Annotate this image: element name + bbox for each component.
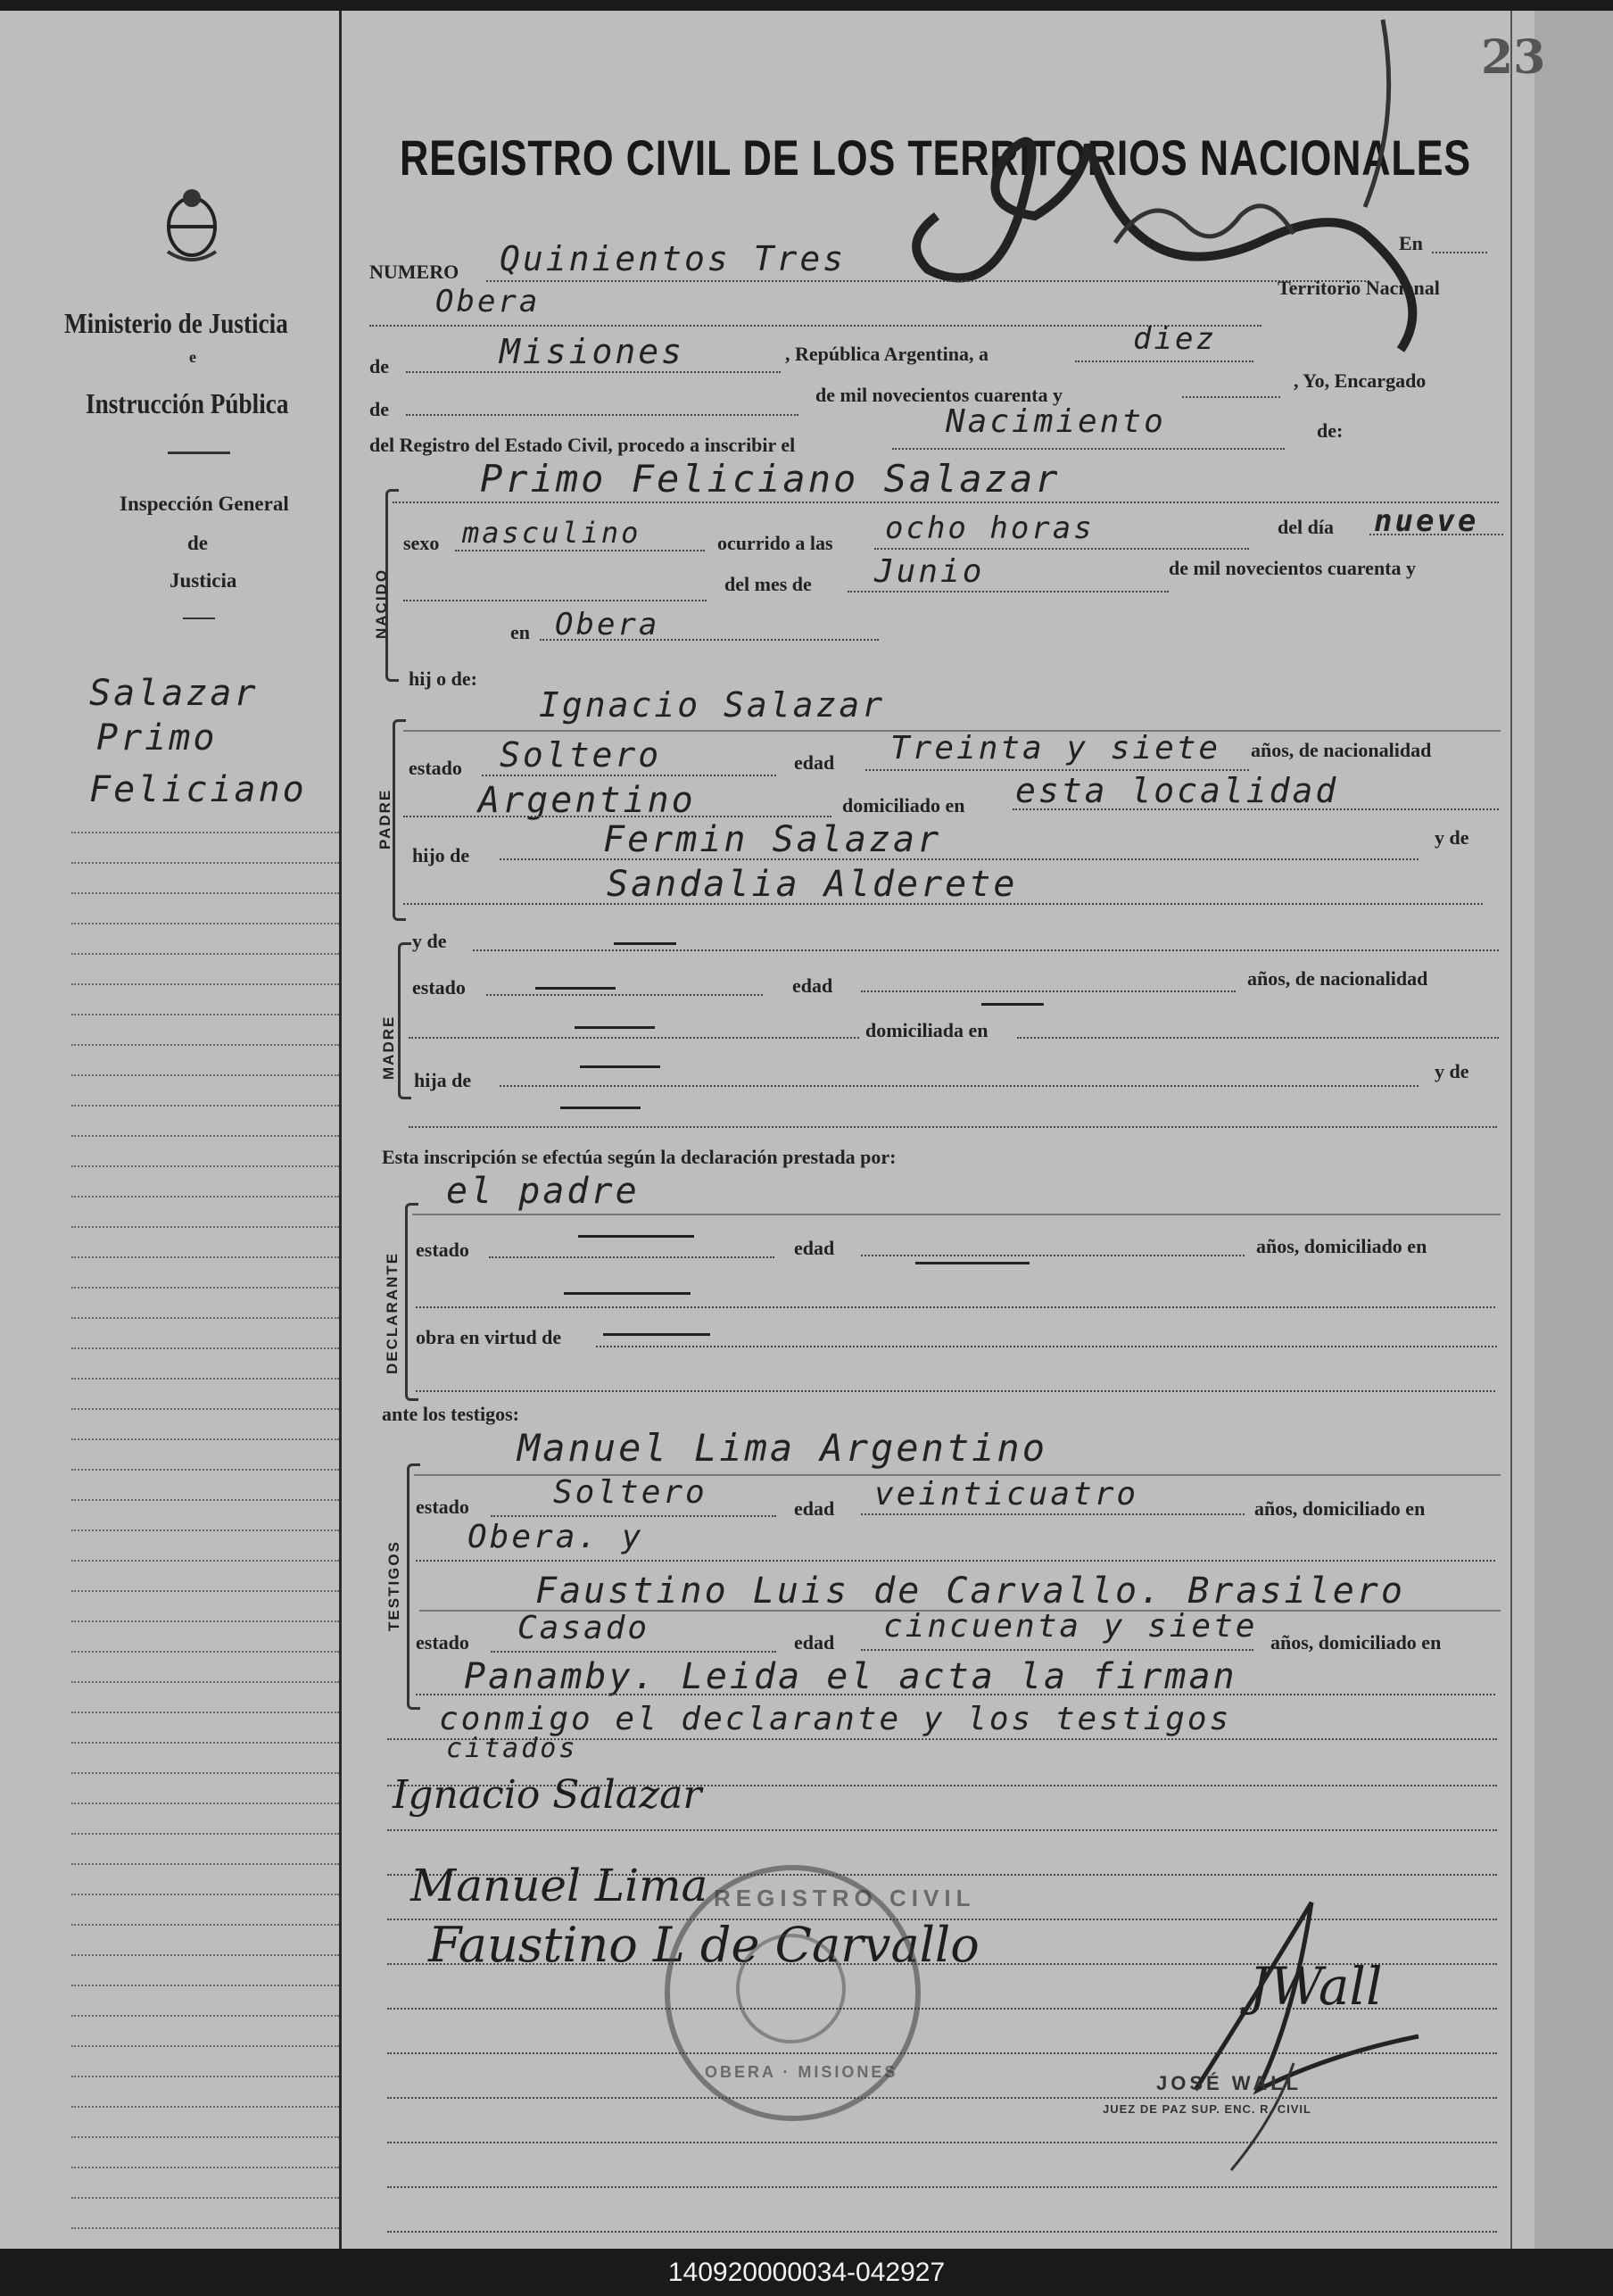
sidebar-ruled-line — [71, 1317, 339, 1319]
sidebar-ruled-line — [71, 892, 339, 894]
ocurrido-label: ocurrido a las — [717, 532, 833, 554]
madre-yde2-label: y de — [1435, 1060, 1469, 1082]
sidebar-ruled-line — [71, 983, 339, 985]
lugar-line — [540, 639, 879, 641]
sidebar-ruled-line — [71, 1772, 339, 1774]
sidebar-ruled-line — [71, 2227, 339, 2229]
sidebar-ruled-line — [71, 1074, 339, 1076]
madre-estado-label: estado — [412, 976, 466, 999]
sidebar-ruled-line — [71, 1105, 339, 1107]
sidebar-ruled-line — [71, 1014, 339, 1015]
page-number: 23 — [1481, 30, 1546, 85]
sidebar-ruled-line — [71, 1985, 339, 1986]
sexo-label: sexo — [403, 532, 440, 554]
act-line — [892, 448, 1285, 450]
padre-edad-value: Treinta y siete — [890, 730, 1221, 767]
margin-firstname: Primo — [96, 717, 218, 758]
page-title: REGISTRO CIVIL DE LOS TERRITORIOS NACIONALES — [400, 129, 1471, 186]
sidebar-ruled-line — [71, 1894, 339, 1895]
testigos-label: ante los testigos: — [382, 1403, 519, 1425]
sidebar-ruled-line — [71, 2197, 339, 2199]
signature-ruled-line — [387, 2231, 1497, 2233]
de2-label: de — [369, 398, 389, 420]
territorio-label: Territorio Nacional — [1278, 277, 1440, 299]
sidebar-ruled-line — [71, 1954, 339, 1956]
sidebar-ruled-line — [71, 1378, 339, 1380]
sidebar-ruled-line — [71, 2136, 339, 2138]
madre-estado-line — [486, 994, 763, 996]
sidebar-ruled-line — [71, 2076, 339, 2077]
testigo2-edad-value: cincuenta y siete — [883, 1608, 1258, 1645]
judge-signature-stroke — [1187, 1885, 1436, 2179]
closing-line1: conmigo el declarante y los testigos — [439, 1701, 1232, 1737]
testigo2-estado-line — [491, 1651, 776, 1653]
territory-line — [406, 371, 781, 373]
padre-mother-value: Sandalia Alderete — [607, 864, 1018, 905]
testigo2-anos-label: años, domiciliado en — [1270, 1631, 1442, 1654]
sidebar-ruled-line — [71, 1590, 339, 1592]
declarante-extra-line — [416, 1390, 1495, 1392]
sidebar-ruled-line — [71, 1499, 339, 1501]
sidebar-ruled-line — [71, 1196, 339, 1198]
padre-estado-line — [482, 775, 776, 776]
nacido-mil-label: de mil novecientos cuarenta y — [1169, 557, 1417, 579]
day-line — [1075, 361, 1253, 362]
declarante-name-line — [412, 1214, 1501, 1215]
sexo-line — [455, 550, 705, 551]
signature-father: Ignacio Salazar — [393, 1772, 702, 1818]
mil-label: de mil novecientos cuarenta y — [815, 384, 1063, 406]
sidebar-ruled-line — [71, 1347, 339, 1349]
sidebar-ruled-line — [71, 1529, 339, 1531]
testigo1-estado-value: Soltero — [553, 1474, 707, 1511]
document-id-footer: 140920000034-042927 — [667, 2258, 946, 2287]
madre-hija-dash — [580, 1065, 660, 1068]
padre-estado-value: Soltero — [500, 735, 662, 775]
declarante-anos-label: años, domiciliado en — [1256, 1235, 1427, 1257]
testigo1-estado-label: estado — [416, 1496, 469, 1518]
de-label: de — [369, 355, 389, 377]
testigo1-edad-value: veinticuatro — [874, 1476, 1139, 1513]
sidebar-ruled-line — [71, 832, 339, 833]
testigos-section-label: TESTIGOS — [385, 1540, 402, 1631]
testigo2-estado-value: Casado — [517, 1610, 650, 1646]
signature-ruled-line — [387, 1829, 1497, 1831]
de3-label: de: — [1317, 419, 1344, 442]
padre-nacionalidad-line — [403, 816, 831, 817]
day-value: diez — [1133, 321, 1217, 357]
sidebar-divider — [168, 452, 230, 454]
right-border-line — [1510, 11, 1512, 2249]
sidebar-ruled-line — [71, 953, 339, 955]
testigo1-estado-line — [491, 1515, 776, 1517]
sidebar-ruled-line — [71, 1408, 339, 1410]
sidebar-ruled-line — [71, 1651, 339, 1653]
judge-title: JUEZ DE PAZ SUP. ENC. R. CIVIL — [1103, 2102, 1311, 2116]
stamp-emblem — [736, 1934, 846, 2043]
republica-label: , República Argentina, a — [785, 343, 988, 365]
act-value: Nacimiento — [946, 403, 1166, 440]
madre-nacionalidad-line — [409, 1037, 859, 1039]
sidebar-ruled-line — [71, 1833, 339, 1835]
locality-line — [369, 325, 1261, 327]
padre-edad-label: edad — [794, 751, 835, 774]
madre-name-line — [473, 949, 1499, 951]
madre-anos-label: años, de nacionalidad — [1247, 967, 1428, 990]
hijo-label: hij o de: — [409, 667, 477, 690]
padre-bracket — [393, 719, 406, 921]
ministry-line3: Instrucción Pública — [86, 387, 289, 419]
year-line — [1182, 396, 1280, 398]
declarante-section-label: DECLARANTE — [384, 1251, 401, 1374]
inspection-line1: Inspección General — [120, 493, 289, 515]
dia-label: del día — [1278, 516, 1334, 538]
testigo2-edad-line — [861, 1649, 1253, 1651]
document-page — [0, 11, 1613, 2249]
padre-estado-label: estado — [409, 757, 462, 779]
testigo2-edad-label: edad — [794, 1631, 835, 1654]
padre-father-line — [500, 858, 1419, 860]
declarante-edad-label: edad — [794, 1237, 835, 1259]
locality-value: Obera — [435, 284, 541, 319]
madre-edad-label: edad — [792, 974, 833, 997]
registro-label: del Registro del Estado Civil, procedo a inscribir el — [369, 434, 796, 456]
testigo1-domicilio-value: Obera. y — [467, 1519, 644, 1555]
padre-domicilio-value: esta localidad — [1015, 771, 1339, 810]
sidebar-ruled-line — [71, 1044, 339, 1046]
stamp-text: REGISTRO CIVIL — [714, 1885, 976, 1911]
page-edge — [1534, 11, 1613, 2249]
sidebar-ruled-line — [71, 1681, 339, 1683]
declarante-edad-dash — [915, 1262, 1030, 1264]
signature-judge: JWall — [1249, 1956, 1383, 2017]
madre-yde-label: y de — [412, 930, 447, 952]
mes-label: del mes de — [724, 573, 812, 595]
sidebar-ruled-line — [71, 2167, 339, 2168]
sidebar-ruled-line — [71, 1438, 339, 1440]
hora-line — [874, 548, 1249, 550]
madre-edad-dash — [981, 1003, 1044, 1006]
madre-yde2-line — [409, 1126, 1497, 1128]
sidebar-ruled-line — [71, 862, 339, 864]
nacido-en-label: en — [510, 621, 530, 643]
sidebar-ruled-line — [71, 1620, 339, 1622]
coat-of-arms-icon — [161, 182, 223, 262]
madre-nacionalidad-dash — [575, 1026, 655, 1029]
sidebar-ruled-line — [71, 1256, 339, 1258]
mes-line — [848, 591, 1169, 593]
signature-ruled-line — [387, 2186, 1497, 2188]
dia-line — [1369, 534, 1503, 535]
sidebar-ruled-line — [71, 1924, 339, 1926]
child-name-line — [393, 501, 1499, 503]
testigo1-edad-label: edad — [794, 1497, 835, 1520]
mes-pre-line — [403, 600, 707, 601]
declarante-edad-line — [861, 1255, 1245, 1256]
sidebar-ruled-line — [71, 1742, 339, 1744]
madre-edad-line — [861, 991, 1236, 992]
inspection-line3: Justicia — [170, 569, 237, 592]
testigo2-estado-label: estado — [416, 1631, 469, 1654]
closing-line2: citados — [446, 1733, 578, 1764]
declarante-domicilio-line — [416, 1306, 1495, 1308]
lugar-value: Obera — [555, 607, 660, 642]
sidebar-ruled-line — [71, 923, 339, 924]
padre-domiciliado-label: domiciliado en — [842, 794, 965, 816]
padre-yde-label: y de — [1435, 826, 1469, 849]
nacido-section-label: NACIDO — [373, 568, 390, 639]
padre-anos-label: años, de nacionalidad — [1251, 739, 1432, 761]
sidebar-ruled-line — [71, 2045, 339, 2047]
sidebar-ruled-line — [71, 2015, 339, 2017]
padre-mother-line — [403, 903, 1483, 905]
madre-bracket — [398, 942, 411, 1099]
sidebar-ruled-line — [71, 1863, 339, 1865]
sidebar-ruled-line — [71, 1469, 339, 1471]
testigo1-name: Manuel Lima Argentino — [517, 1426, 1048, 1470]
padre-domicilio-line — [1013, 808, 1499, 810]
testigo2-domicilio-value: Panamby. Leida el acta la firman — [464, 1656, 1237, 1697]
yo-label: , Yo, Encargado — [1294, 369, 1427, 392]
stamp-bottom-text: OBERA · MISIONES — [705, 2063, 898, 2081]
madre-section-label: MADRE — [380, 1015, 397, 1080]
declarante-domicilio-dash — [564, 1292, 691, 1295]
month-line — [406, 414, 798, 416]
inspection-line2: de — [187, 532, 208, 554]
child-name: Primo Feliciano Salazar — [480, 457, 1061, 501]
padre-section-label: PADRE — [376, 788, 393, 850]
testigo1-anos-label: años, domiciliado en — [1254, 1497, 1426, 1520]
ministry-line1: Ministerio de Justicia — [64, 307, 288, 339]
numero-label: NUMERO — [369, 261, 459, 283]
padre-nacionalidad-value: Argentino — [478, 780, 696, 821]
signature-witness1: Manuel Lima — [410, 1860, 708, 1911]
declaracion-label: Esta inscripción se efectúa según la declaración prestada por: — [382, 1146, 897, 1168]
testigo2-name: Faustino Luis de Carvallo. Brasilero — [535, 1571, 1405, 1612]
declarante-obra-label: obra en virtud de — [416, 1326, 562, 1348]
margin-secondname: Feliciano — [89, 769, 307, 810]
sidebar-ruled-line — [71, 1803, 339, 1804]
territory-value: Misiones — [500, 332, 685, 371]
mes-value: Junio — [874, 553, 985, 590]
madre-hija-line — [500, 1085, 1419, 1087]
sidebar-ruled-line — [71, 1135, 339, 1137]
father-name: Ignacio Salazar — [539, 685, 886, 725]
declarante-obra-line — [596, 1346, 1497, 1347]
sexo-value: masculino — [462, 516, 641, 550]
sidebar-ruled-line — [71, 1226, 339, 1228]
sidebar-ruled-line — [71, 1165, 339, 1167]
declarante-estado-label: estado — [416, 1239, 469, 1261]
declarante-name: el padre — [446, 1171, 640, 1212]
numero-value: Quinientos Tres — [500, 239, 847, 278]
declarante-obra-dash — [603, 1333, 710, 1336]
testigo1-domicilio-line — [416, 1560, 1495, 1562]
madre-estado-dash — [535, 987, 616, 990]
madre-name-dash — [614, 942, 676, 945]
sidebar-ruled-line — [71, 2106, 339, 2108]
declarante-bracket — [405, 1203, 418, 1401]
madre-domicilio-line — [1017, 1037, 1499, 1039]
dia-value: nueve — [1374, 503, 1479, 539]
madre-yde2-dash — [560, 1107, 641, 1109]
testigo1-edad-line — [861, 1513, 1245, 1515]
padre-hijo-label: hijo de — [412, 844, 470, 866]
hora-value: ocho horas — [885, 510, 1095, 546]
margin-surname: Salazar — [89, 673, 259, 714]
declarante-estado-dash — [578, 1235, 694, 1238]
madre-domiciliada-label: domiciliada en — [865, 1019, 988, 1041]
declarante-estado-line — [489, 1256, 774, 1258]
sidebar-ruled-line — [71, 1287, 339, 1289]
en-label: En — [1399, 232, 1423, 254]
sidebar-ruled-line — [71, 1560, 339, 1562]
madre-hija-label: hija de — [414, 1069, 472, 1091]
sidebar-divider-small — [183, 618, 215, 619]
sidebar-ruled-line — [71, 1712, 339, 1713]
padre-father-value: Fermin Salazar — [603, 819, 942, 860]
testigo2-domicilio-line — [416, 1694, 1495, 1695]
numero-line — [486, 280, 1369, 282]
binding-line — [339, 11, 342, 2249]
en-line — [1432, 252, 1487, 253]
signature-witness2: Faustino L de Carvallo — [428, 1917, 980, 1973]
judge-name: JOSÉ WALL — [1156, 2072, 1303, 2094]
ministry-line2: e — [189, 348, 196, 366]
